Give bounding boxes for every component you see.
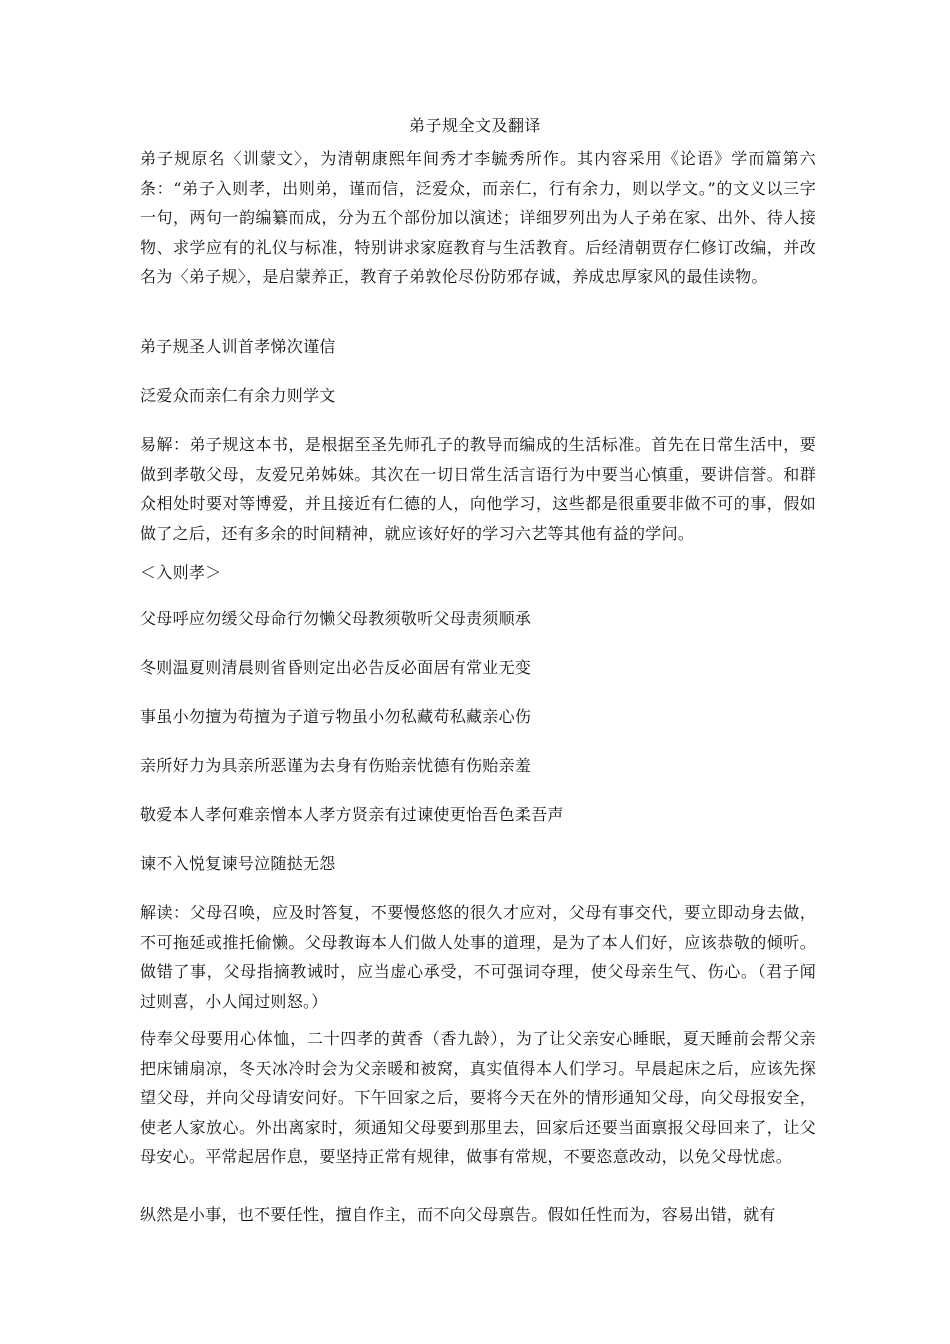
paragraph-small-matters: 纵然是小事，也不要任性，擅自作主，而不向父母禀告。假如任性而为，容易出错，就有 <box>140 1205 776 1224</box>
paragraph-interpretation: 解读：父母召唤，应及时答复，不要慢悠悠的很久才应对，父母有事交代，要立即动身去做，不可拖延或推托偷懒。父母教诲本人们做人处事的道理，是为了本人们好，应该恭敬的倾听。做错了事，父母指摘教诫时，应当虚心承受，不可强词夺理，使父母亲生气、伤心。（君子闻过则喜，小人闻过则怒。） <box>140 903 816 1011</box>
paragraph-verse-2: 泛爱众而亲仁有余力则学文 <box>140 386 336 405</box>
paragraph-serving-parents: 侍奉父母要用心体恤，二十四孝的黄香（香九龄），为了让父亲安心睡眠，夏天睡前会帮父亲把床铺扇凉，冬天冰冷时会为父亲暖和被窝，真实值得本人们学习。早晨起床之后，应该先探望父母，并向父母请安问好。下午回家之后，要将今天在外的情形通知父母，向父母报安全，使老人家放心。外出离家时，须通知父母要到那里去，回家后还要当面禀报父母回来了，让父母安心。平常起居作息，要坚持正常有规律，做事有常规，不要恣意改动，以免父母忧虑。 <box>140 1029 816 1166</box>
section-heading-ruzexiao: ＜入则孝＞ <box>140 563 222 582</box>
paragraph-verse-5: 事虽小勿擅为苟擅为子道亏物虽小勿私藏苟私藏亲心伤 <box>140 707 532 726</box>
paragraph-verse-3: 父母呼应勿缓父母命行勿懒父母教须敬听父母责须顺承 <box>140 609 532 628</box>
document-title: 弟子规全文及翻译 <box>408 116 541 135</box>
paragraph-verse-6: 亲所好力为具亲所恶谨为去身有伤贻亲忧德有伤贻亲羞 <box>140 756 532 775</box>
paragraph-intro: 弟子规原名〈训蒙文〉，为清朝康熙年间秀才李毓秀所作。其内容采用《论语》学而篇第六条：“弟子入则孝，出则弟，谨而信，泛爱众，而亲仁，行有余力，则以学文。”的文义以三字一句，两句一韵编纂而成，分为五个部份加以演述；详细罗列出为人子弟在家、出外、待人接物、求学应有的礼仪与标准，特别讲求家庭教育与生活教育。后经清朝贾存仁修订改编，并改名为〈弟子规〉，是启蒙养正，教育子弟敦伦尽份防邪存诚，养成忠厚家风的最佳读物。 <box>140 149 816 286</box>
paragraph-verse-1: 弟子规圣人训首孝悌次谨信 <box>140 337 336 356</box>
paragraph-verse-4: 冬则温夏则清晨则省昏则定出必告反必面居有常业无变 <box>140 658 532 677</box>
paragraph-verse-8: 谏不入悦复谏号泣随挞无怨 <box>140 854 336 873</box>
paragraph-verse-7: 敬爱本人孝何难亲憎本人孝方贤亲有过谏使更怡吾色柔吾声 <box>140 805 564 824</box>
paragraph-explanation: 易解：弟子规这本书，是根据至圣先师孔子的教导而编成的生活标准。首先在日常生活中，要做到孝敬父母，友爱兄弟姊妹。其次在一切日常生活言语行为中要当心慎重，要讲信誉。和群众相处时要对等博爱，并且接近有仁德的人，向他学习，这些都是很重要非做不可的事，假如做了之后，还有多余的时间精神，就应该好好的学习六艺等其他有益的学问。 <box>140 435 816 543</box>
